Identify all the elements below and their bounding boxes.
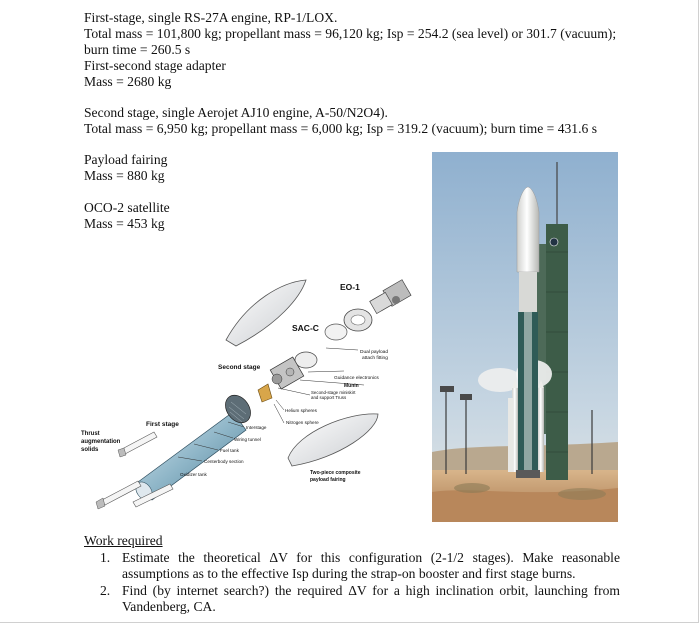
second-stage-line1: Total mass = 6,950 kg; propellant mass = 6,000 kg; Isp = 319.2 (vacuum); burn time = 431.6 s	[84, 121, 597, 136]
adapter-mass: Mass = 2680 kg	[84, 74, 172, 89]
first-stage-title: First-stage, single RS-27A engine, RP-1/LOX.	[84, 10, 338, 25]
diagram-svg	[78, 262, 423, 522]
eo1-satellite	[370, 280, 411, 314]
satellite-title: OCO-2 satellite	[84, 200, 170, 215]
first-stage-line1: Total mass = 101,800 kg; propellant mass = 96,120 kg; Isp = 254.2 (sea level) or 301.7 (vacuum);	[84, 26, 617, 41]
label-munin: Munin	[344, 383, 359, 389]
label-nitrogen: Nitrogen sphere	[286, 420, 319, 425]
satellite-spec	[84, 200, 170, 232]
first-stage-line2: burn time = 260.5 s	[84, 42, 191, 57]
fairing-mass: Mass = 880 kg	[84, 168, 165, 183]
label-first-stage: First stage	[146, 421, 179, 428]
fairing-upper-half	[226, 280, 306, 346]
fairing-spec	[84, 152, 167, 184]
label-dual-payload-1: Dual payload	[360, 350, 389, 355]
label-thrust-3: solids	[81, 447, 99, 453]
fairing-title: Payload fairing	[84, 152, 168, 167]
label-wiring: Wiring tunnel	[234, 437, 261, 442]
label-guidance: Guidance electronics	[334, 376, 379, 381]
work-heading: Work required	[84, 533, 163, 548]
label-miniskirt-1: Second-stage miniskirt	[311, 390, 356, 395]
work-item-1	[100, 550, 620, 582]
photo-svg	[432, 152, 618, 522]
work-item-2-num: 2.	[100, 583, 111, 598]
label-eo1: EO-1	[340, 282, 360, 292]
satellite-mass: Mass = 453 kg	[84, 216, 165, 231]
work-list	[100, 550, 620, 616]
first-stage-body	[132, 390, 255, 503]
adapter-title: First-second stage adapter	[84, 58, 226, 73]
work-item-1-num: 1.	[100, 550, 111, 565]
exploded-rocket-diagram	[78, 262, 423, 522]
label-second-stage: Second stage	[218, 364, 261, 371]
label-fairing-2: payload fairing	[310, 477, 346, 483]
label-oxidizer: Oxidizer tank	[180, 472, 207, 477]
work-item-2-text: Find (by internet search?) the required ΔV for a high inclination orbit, launching from Vandenberg, CA.	[122, 583, 620, 614]
label-miniskirt-2: and support Truss	[311, 395, 347, 400]
sacc-satellite	[325, 309, 372, 340]
second-stage-spec	[84, 105, 597, 137]
work-item-1-text: Estimate the theoretical ΔV for this configuration (2-1/2 stages). Make reasonable assumptions as to the effective Isp during the strap-on booster and first stage burns.	[122, 550, 620, 581]
label-sacc: SAC-C	[292, 323, 319, 333]
label-fuel-tank: Fuel tank	[220, 448, 239, 453]
label-dual-payload-2: attach fitting	[362, 356, 388, 361]
label-interstage: Interstage	[246, 425, 267, 430]
second-stage-title: Second stage, single Aerojet AJ10 engine, A-50/N2O4).	[84, 105, 388, 120]
launch-pad-photo	[432, 152, 618, 522]
first-stage-spec	[84, 10, 616, 90]
label-fairing-1: Two-piece composite	[310, 470, 361, 476]
work-item-2	[100, 583, 620, 615]
label-thrust-2: augmentation	[81, 439, 121, 445]
label-centerbody: Centerbody section	[204, 459, 244, 464]
label-helium: Helium spheres	[285, 408, 317, 413]
label-thrust-1: Thrust	[81, 431, 100, 437]
